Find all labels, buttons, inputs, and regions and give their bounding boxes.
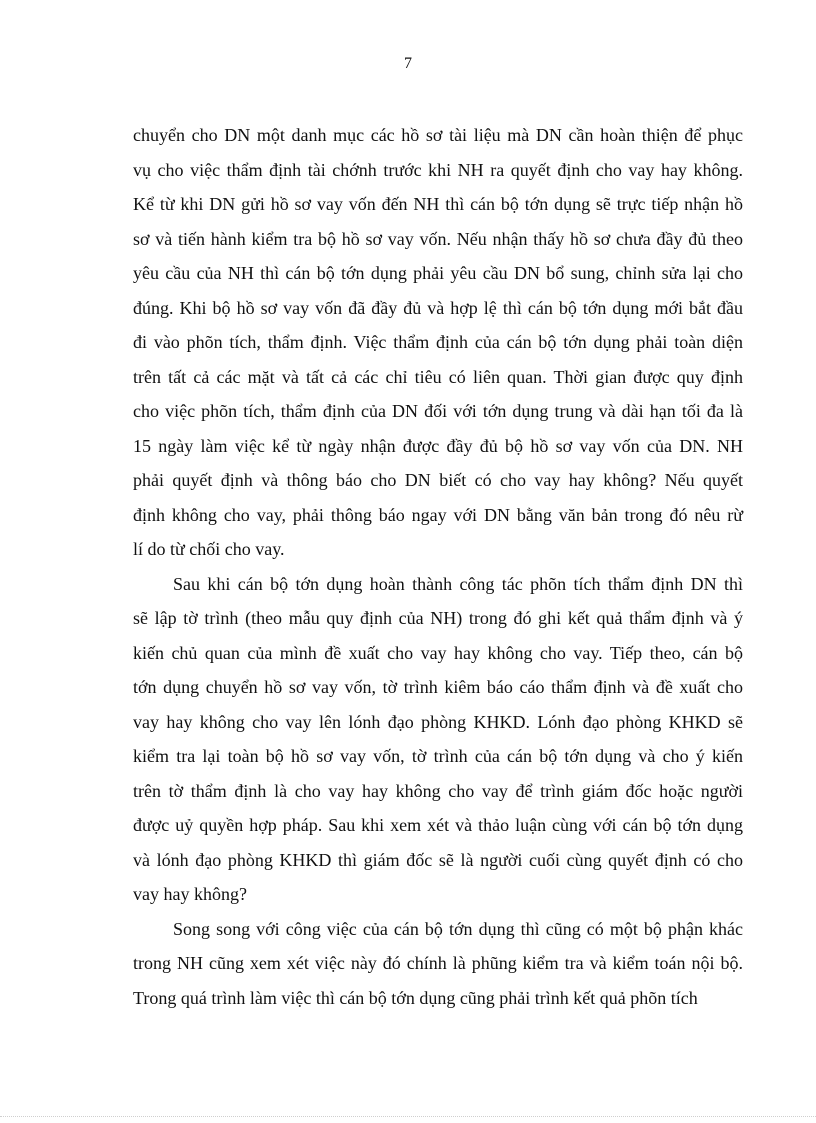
text-line: đi vào phõn tích, thẩm định. Việc thẩm định của cán bộ tớn dụng phải toàn diện [133, 332, 743, 352]
text-line: chuyển cho DN một danh mục các hồ sơ tài liệu mà DN cần hoàn thiện để phục [133, 125, 743, 145]
text-line: Sau khi cán bộ tớn dụng hoàn thành công tác phõn tích thẩm định DN thì [173, 573, 743, 594]
text-line: trên tờ thẩm định là cho vay hay không cho vay để trình giám đốc hoặc người [133, 780, 743, 801]
text-line: sẽ lập tờ trình (theo mẫu quy định của NH) trong đó ghi kết quả thẩm định và ý [133, 608, 743, 628]
text-line: và lónh đạo phòng KHKD thì giám đốc sẽ là người cuối cùng quyết định có cho [133, 849, 743, 870]
text-line: vay hay không cho vay lên lónh đạo phòng KHKD. Lónh đạo phòng KHKD sẽ [133, 711, 743, 732]
page-bottom-rule [0, 1116, 816, 1117]
text-line: cho việc phõn tích, thẩm định của DN đối với tớn dụng trung và dài hạn tối đa là [133, 401, 743, 421]
text-line: lí do từ chối cho vay. [133, 539, 285, 559]
text-line: được uỷ quyền hợp pháp. Sau khi xem xét và thảo luận cùng với cán bộ tớn dụng [133, 815, 743, 835]
text-line: vay hay không? [133, 884, 247, 904]
text-line: vụ cho việc thẩm định tài chớnh trước khi NH ra quyết định cho vay hay không. [133, 159, 743, 180]
text-line: trên tất cả các mặt và tất cả các chỉ tiêu có liên quan. Thời gian được quy định [133, 366, 743, 387]
body-text [133, 118, 743, 1015]
text-line: định không cho vay, phải thông báo ngay với DN bằng văn bản trong đó nêu rừ [133, 504, 743, 525]
text-line: đúng. Khi bộ hồ sơ vay vốn đã đầy đủ và hợp lệ thì cán bộ tớn dụng mới bắt đầu [133, 297, 743, 318]
text-line: Kể từ khi DN gửi hồ sơ vay vốn đến NH thì cán bộ tớn dụng sẽ trực tiếp nhận hồ [133, 194, 743, 214]
text-line: tớn dụng chuyển hồ sơ vay vốn, tờ trình kiêm báo cáo thẩm định và đề xuất cho [133, 677, 743, 697]
text-line: 15 ngày làm việc kể từ ngày nhận được đầy đủ bộ hồ sơ vay vốn của DN. NH [133, 435, 743, 456]
text-line: trong NH cũng xem xét việc này đó chính là phũng kiểm tra và kiểm toán nội bộ. [133, 953, 743, 973]
text-line: kiểm tra lại toàn bộ hồ sơ vay vốn, tờ trình của cán bộ tớn dụng và cho ý kiến [133, 746, 743, 766]
text-line: yêu cầu của NH thì cán bộ tớn dụng phải yêu cầu DN bổ sung, chỉnh sửa lại cho [133, 263, 743, 283]
text-line: sơ và tiến hành kiểm tra bộ hồ sơ vay vốn. Nếu nhận thấy hồ sơ chưa đầy đủ theo [133, 228, 743, 249]
text-line: phải quyết định và thông báo cho DN biết có cho vay hay không? Nếu quyết [133, 470, 743, 490]
text-line: Song song với công việc của cán bộ tớn dụng thì cũng có một bộ phận khác [173, 918, 743, 939]
page-number: 7 [404, 55, 412, 72]
text-line: kiến chủ quan của mình đề xuất cho vay hay không cho vay. Tiếp theo, cán bộ [133, 642, 743, 663]
text-line: Trong quá trình làm việc thì cán bộ tớn dụng cũng phải trình kết quả phõn tích [133, 987, 698, 1008]
